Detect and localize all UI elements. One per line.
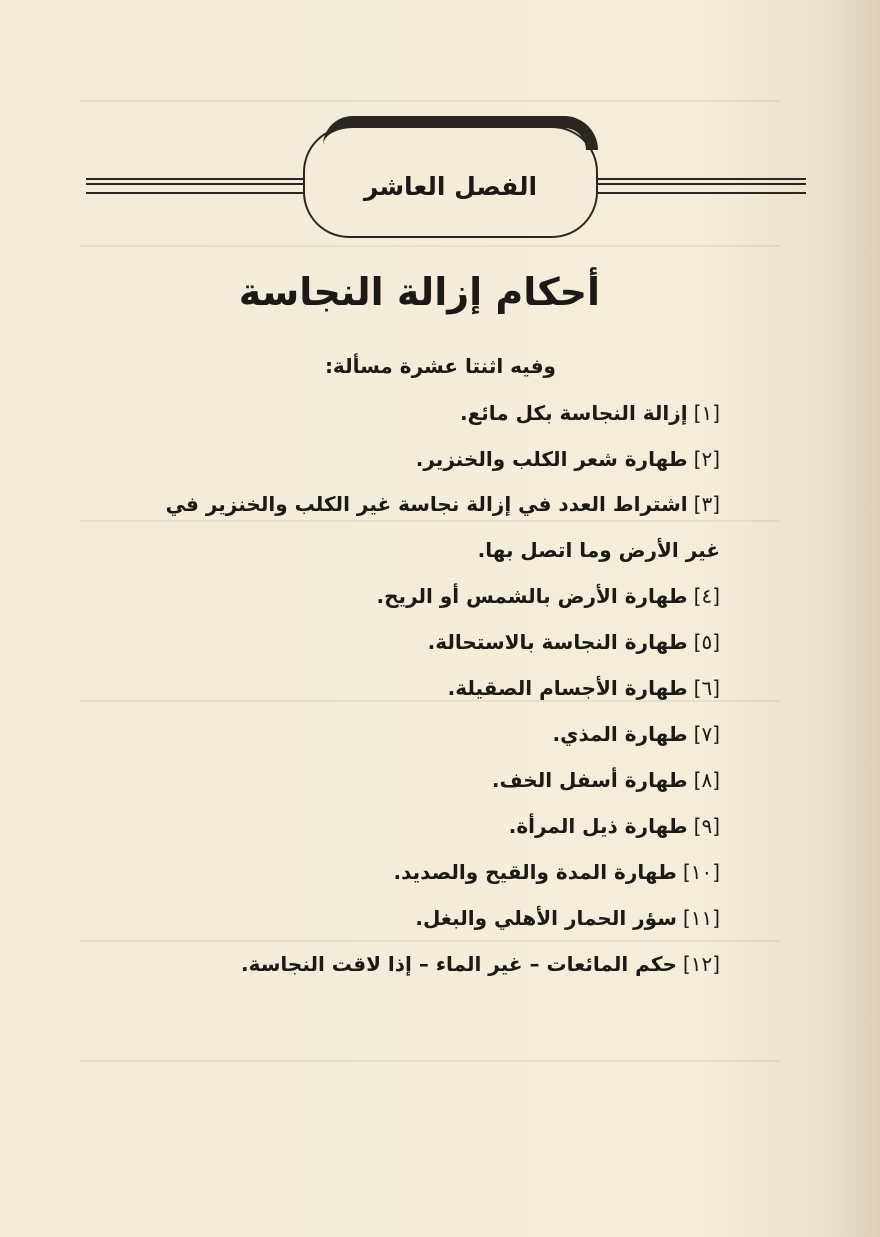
item-text: طهارة الأجسام الصقيلة.	[447, 676, 688, 700]
list-item	[150, 481, 720, 573]
bleed-through-line	[80, 245, 780, 247]
list-item	[150, 905, 720, 931]
list-item	[150, 951, 720, 977]
item-number: [١٢]	[682, 952, 720, 976]
item-number: [٧]	[693, 722, 720, 746]
item-number: [٦]	[693, 676, 720, 700]
item-text: طهارة النجاسة بالاستحالة.	[427, 630, 688, 654]
chapter-label: الفصل العاشر	[363, 171, 538, 201]
list-item	[150, 813, 720, 839]
list-item	[150, 767, 720, 793]
item-number: [٣]	[693, 492, 720, 516]
header-rule-right	[596, 178, 806, 194]
item-number: [١]	[693, 401, 720, 425]
page-title: أحكام إزالة النجاسة	[238, 270, 600, 314]
item-text: سؤر الحمار الأهلي والبغل.	[415, 906, 677, 930]
intro-text: وفيه اثنتا عشرة مسألة:	[324, 354, 556, 378]
item-number: [١٠]	[682, 860, 720, 884]
list-item	[150, 400, 720, 426]
item-number: [٥]	[693, 630, 720, 654]
item-number: [٢]	[693, 447, 720, 471]
item-number: [١١]	[682, 906, 720, 930]
item-number: [٨]	[693, 768, 720, 792]
item-text: طهارة المذي.	[552, 722, 688, 746]
item-text: إزالة النجاسة بكل مائع.	[459, 401, 688, 425]
issue-list	[150, 400, 720, 997]
item-number: [٤]	[693, 584, 720, 608]
item-text: طهارة المدة والقيح والصديد.	[393, 860, 677, 884]
item-text: طهارة ذيل المرأة.	[508, 814, 688, 838]
item-text: طهارة أسفل الخف.	[491, 768, 688, 792]
list-item	[150, 859, 720, 885]
list-item	[150, 583, 720, 609]
item-number: [٩]	[693, 814, 720, 838]
bleed-through-line	[80, 100, 780, 102]
item-text: حكم المائعات – غير الماء – إذا لاقت النجاسة.	[241, 952, 677, 976]
header-rule-left	[86, 178, 304, 194]
list-item	[150, 446, 720, 472]
bleed-through-line	[80, 1060, 780, 1062]
list-item	[150, 721, 720, 747]
list-item	[150, 675, 720, 701]
item-text: طهارة شعر الكلب والخنزير.	[415, 447, 688, 471]
list-item	[150, 629, 720, 655]
item-text: اشتراط العدد في إزالة نجاسة غير الكلب والخنزير في غير الأرض وما اتصل بها.	[165, 492, 720, 562]
chapter-frame	[303, 126, 598, 238]
item-text: طهارة الأرض بالشمس أو الريح.	[376, 584, 688, 608]
